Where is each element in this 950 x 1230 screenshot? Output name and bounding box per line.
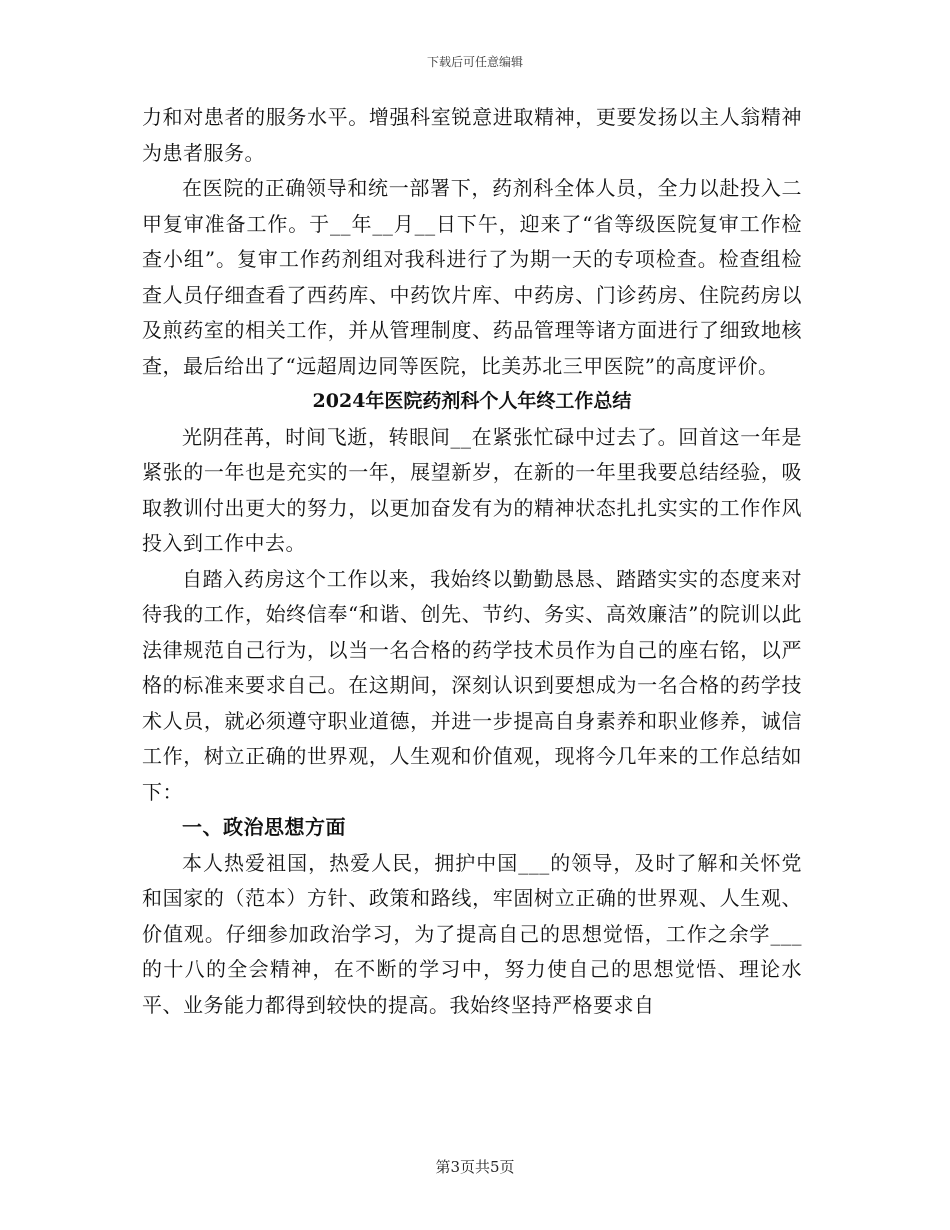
- page-header: 下载后可任意编辑: [426, 55, 523, 69]
- section-heading-political: 一、政治思想方面: [182, 815, 346, 839]
- document-body: [142, 100, 802, 1023]
- document-title: 2024年医院药剂科个人年终工作总结: [312, 390, 632, 412]
- page-footer: 第3页共5页: [435, 1158, 515, 1176]
- paragraph-review-inspection: 在医院的正确领导和统一部署下，药剂科全体人员，全力以赴投入二甲复审准备工作。于__年__月__日下午，迎来了“省等级医院复审工作检查小组”。复审工作药剂组对我科进行了为期一天的专项检查。检查组检查人员仔细查看了西药库、中药饮片库、中药房、门诊药房、住院药房以及煎药室的相关工作，并从管理制度、药品管理等诸方面进行了细致地核查，最后给出了“远超周边同等医院，比美苏北三甲医院”的高度评价。: [142, 176, 802, 378]
- paragraph-political: 本人热爱祖国，热爱人民，拥护中国___的领导，及时了解和关怀党和国家的（范本）方针、政策和路线，牢固树立正确的世界观、人生观、价值观。仔细参加政治学习，为了提高自己的思想觉悟，工作之余学___的十八的全会精神，在不断的学习中，努力使自己的思想觉悟、理论水平、业务能力都得到较快的提高。我始终坚持严格要求自: [142, 850, 802, 1017]
- paragraph-continued: 力和对患者的服务水平。增强科室锐意进取精神，更要发扬以主人翁精神为患者服务。: [142, 105, 802, 165]
- paragraph-work-attitude: 自踏入药房这个工作以来，我始终以勤勤恳恳、踏踏实实的态度来对待我的工作，始终信奉“和谐、创先、节约、务实、高效廉洁”的院训以此法律规范自己行为，以当一名合格的药学技术员作为自己的座右铭，以严格的标准来要求自己。在这期间，深刻认识到要想成为一名合格的药学技术人员，就必须遵守职业道德，并进一步提高自身素养和职业修养，诚信工作，树立正确的世界观，人生观和价值观，现将今几年来的工作总结如下：: [142, 566, 802, 804]
- paragraph-intro: 光阴荏苒，时间飞逝，转眼间__在紧张忙碌中过去了。回首这一年是紧张的一年也是充实的一年，展望新岁，在新的一年里我要总结经验，吸取教训付出更大的努力，以更加奋发有为的精神状态扎扎实实的工作作风投入到工作中去。: [142, 424, 802, 555]
